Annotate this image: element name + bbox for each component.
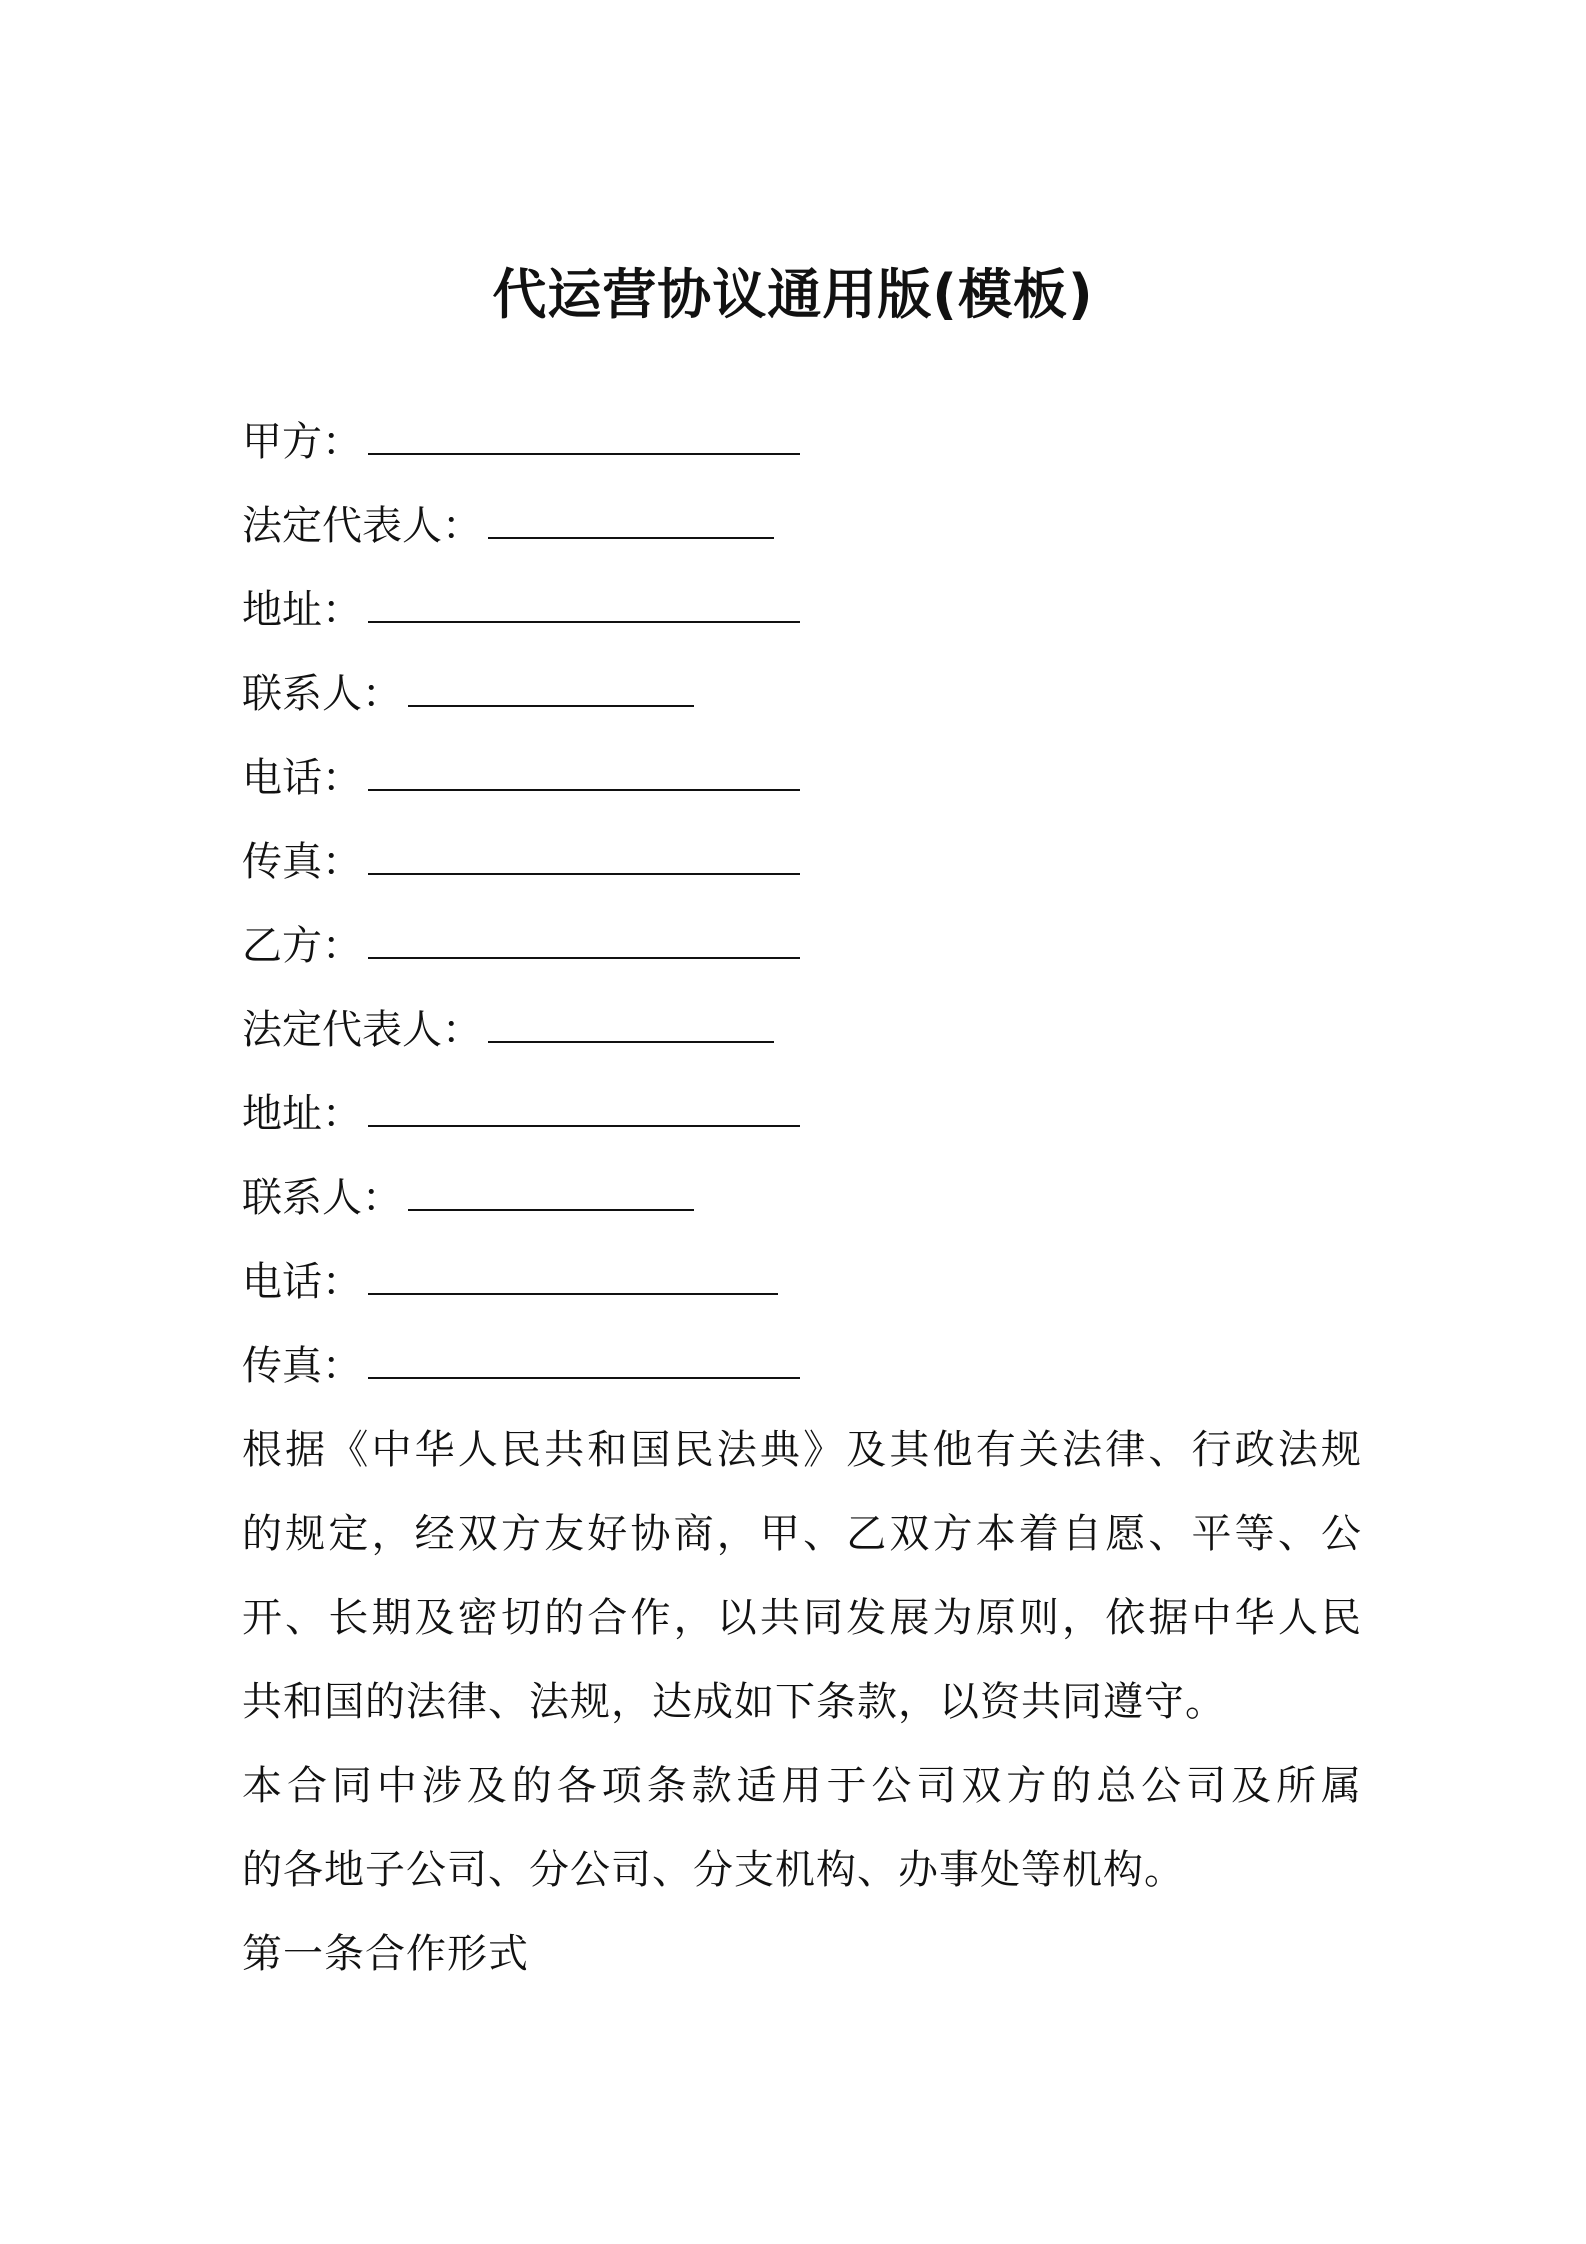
party-a-rep-label: 法定代表人：: [242, 503, 482, 549]
document-title: 代运营协议通用版(模板): [492, 263, 1094, 326]
party-b-phone-blank: [368, 1249, 778, 1295]
party-a-label: 甲方：: [242, 419, 362, 465]
party-a-contact-label: 联系人：: [242, 671, 402, 717]
party-a-fax-label: 传真：: [242, 839, 362, 885]
party-b-phone-label: 电话：: [242, 1259, 362, 1305]
party-b-rep-blank: [488, 997, 774, 1043]
party-b-address-blank: [368, 1081, 800, 1127]
party-b-rep-label: 法定代表人：: [242, 1007, 482, 1053]
party-a-field: [242, 408, 1362, 492]
article-1-heading-text: 第一条合作形式: [242, 1931, 529, 1977]
party-b-contact-label: 联系人：: [242, 1175, 402, 1221]
party-a-phone-blank: [368, 745, 800, 791]
party-b-rep-field: [242, 996, 1362, 1080]
party-b-fax-blank: [368, 1333, 800, 1379]
party-b-fax-field: [242, 1332, 1362, 1416]
party-a-contact-field: [242, 660, 1362, 744]
party-a-contact-blank: [408, 661, 694, 707]
party-b-blank: [368, 913, 800, 959]
party-info-fields: [242, 408, 1362, 1416]
party-b-label: 乙方：: [242, 923, 362, 969]
preamble-line-2: 的规定，经双方友好协商，甲、乙双方本着自愿、平等、公: [242, 1511, 1362, 1557]
party-b-field: [242, 912, 1362, 996]
preamble-line-4: 共和国的法律、法规，达成如下条款，以资共同遵守。: [242, 1679, 1226, 1725]
party-b-fax-label: 传真：: [242, 1343, 362, 1389]
party-b-contact-field: [242, 1164, 1362, 1248]
article-1-heading: [242, 1912, 1362, 1996]
party-a-rep-blank: [488, 493, 774, 539]
scope-paragraph: [242, 1744, 1362, 1912]
party-a-fax-field: [242, 828, 1362, 912]
party-b-contact-blank: [408, 1165, 694, 1211]
party-b-address-field: [242, 1080, 1362, 1164]
party-a-rep-field: [242, 492, 1362, 576]
party-a-address-label: 地址：: [242, 587, 362, 633]
preamble-line-3: 开、长期及密切的合作，以共同发展为原则，依据中华人民: [242, 1595, 1362, 1641]
party-b-address-label: 地址：: [242, 1091, 362, 1137]
party-a-blank: [368, 409, 800, 455]
agreement-body: [242, 1408, 1362, 1996]
preamble-paragraph: [242, 1408, 1362, 1744]
party-a-phone-field: [242, 744, 1362, 828]
scope-line-1: 本合同中涉及的各项条款适用于公司双方的总公司及所属: [242, 1763, 1362, 1809]
party-a-phone-label: 电话：: [242, 755, 362, 801]
preamble-line-1: 根据《中华人民共和国民法典》及其他有关法律、行政法规: [242, 1427, 1362, 1473]
scope-line-2: 的各地子公司、分公司、分支机构、办事处等机构。: [242, 1847, 1185, 1893]
party-a-fax-blank: [368, 829, 800, 875]
party-a-address-field: [242, 576, 1362, 660]
party-a-address-blank: [368, 577, 800, 623]
party-b-phone-field: [242, 1248, 1362, 1332]
